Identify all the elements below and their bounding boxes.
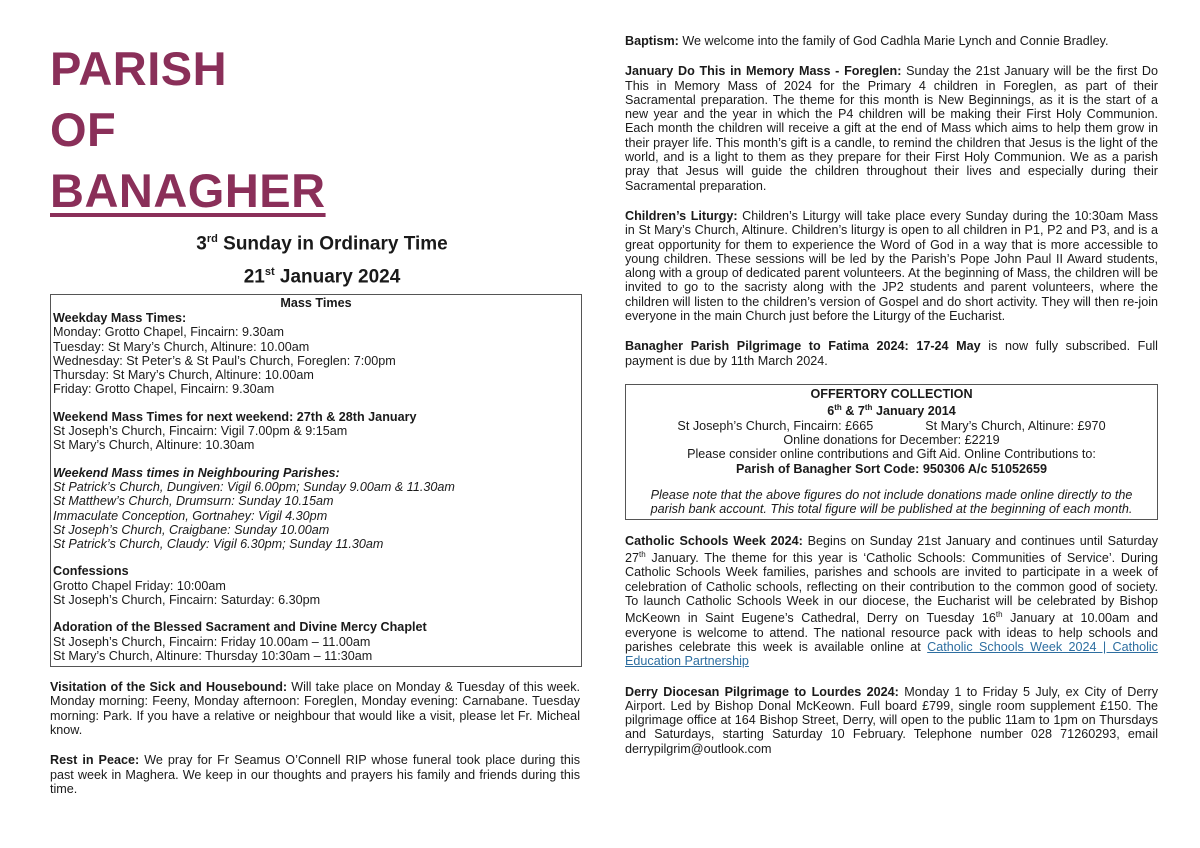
childrens-liturgy-notice	[625, 209, 1158, 323]
neighbour-line: St Patrick’s Church, Dungiven: Vigil 6.00pm; Sunday 9.00am & 11.30am	[53, 479, 455, 494]
sunday-suffix: rd	[206, 233, 218, 245]
offertory-title: OFFERTORY COLLECTION	[810, 386, 973, 401]
weekday-line: Wednesday: St Peter’s & St Paul’s Church, Foreglen: 7:00pm	[53, 353, 396, 368]
offertory-note: Please note that the above figures do not include donations made online directly to the parish bank account. This total figure will be published at the beginning of each month.	[650, 487, 1133, 517]
catholic-schools-body-1: Begins on Sunday 21st January and continues until Saturday 27	[625, 533, 1158, 565]
offertory-sort-code: Parish of Banagher Sort Code: 950306 A/c 51052659	[735, 461, 1048, 476]
do-this-in-memory-notice	[625, 64, 1158, 193]
offertory-altinure: St Mary’s Church, Altinure: £970	[925, 418, 1106, 433]
lourdes-notice	[625, 685, 1158, 756]
offertory-box	[625, 384, 1158, 520]
date-number: 21	[243, 266, 265, 288]
offertory-fincairn: St Joseph’s Church, Fincairn: £665	[677, 418, 874, 433]
neighbour-heading: Weekend Mass times in Neighbouring Parishes:	[53, 465, 340, 480]
confessions-line: Grotto Chapel Friday: 10:00am	[53, 578, 226, 593]
sunday-number: 3	[196, 233, 207, 255]
catholic-schools-body-3: January at 10.00am and everyone is welcome to attend. The national resource pack with ideas to help schools and parishes celebrate this week is available online at	[625, 611, 1159, 654]
left-column	[50, 38, 580, 812]
fatima-notice	[625, 339, 1158, 368]
visitation-notice	[50, 680, 580, 737]
rip-heading: Rest in Peace:	[50, 753, 140, 768]
sunday-text: Sunday in Ordinary Time	[217, 233, 448, 255]
visitation-body: Will take place on Monday & Tuesday of this week. Monday morning: Feeny, Monday afternoon: Foreglen, Monday evening: Carnabane. Tuesday morning: Park. If you have a relative or neighbour that would like a visit, please let Fr. Micheal know.	[50, 680, 580, 738]
weekday-line: Tuesday: St Mary’s Church, Altinure: 10.00am	[53, 339, 310, 354]
lourdes-heading: Derry Diocesan Pilgrimage to Lourdes 2024:	[625, 684, 899, 699]
offertory-date-mid: & 7	[841, 404, 865, 419]
weekend-section	[53, 410, 579, 453]
weekday-heading: Weekday Mass Times:	[53, 310, 187, 325]
date-text: January 2024	[274, 266, 401, 288]
catholic-schools-body-2: January. The theme for this year is ‘Catholic Schools: Communities of Service’. During Catholic Schools Week families, parishes and schools are invited to participate in a week of celebration of Catholic schools, reflecting on their contribution to the common good of society. To launch Catholic Schools Week in our diocese, the Eucharist will be celebrated by Bishop McKeown in Saint Eugene’s Cathedral, Derry on Tuesday 16	[625, 550, 1158, 626]
title-line-parish: PARISH	[50, 42, 228, 95]
visitation-heading: Visitation of the Sick and Housebound:	[50, 680, 288, 695]
catholic-schools-notice	[625, 534, 1158, 669]
do-this-in-memory-heading: January Do This in Memory Mass - Foreglen:	[625, 64, 902, 79]
baptism-body: We welcome into the family of God Cadhla Marie Lynch and Connie Bradley.	[678, 34, 1109, 48]
weekend-heading: Weekend Mass Times for next weekend: 27th & 28th January	[53, 409, 417, 424]
right-column	[625, 34, 1158, 772]
catholic-schools-sup-2: th	[995, 610, 1003, 620]
neighbour-section	[53, 466, 579, 552]
weekend-line: St Joseph’s Church, Fincairn: Vigil 7.00pm & 9:15am	[53, 424, 348, 439]
mass-times-title: Mass Times	[280, 295, 352, 310]
adoration-line: St Joseph’s Church, Fincairn: Friday 10.00am – 11.00am	[53, 634, 371, 649]
confessions-section	[53, 564, 579, 607]
offertory-date-b-suffix: th	[864, 403, 873, 413]
sunday-heading	[50, 225, 580, 292]
date-suffix: st	[264, 266, 275, 279]
confessions-line: St Joseph’s Church, Fincairn: Saturday: 6.30pm	[53, 593, 321, 607]
weekday-section	[53, 311, 579, 397]
confessions-heading: Confessions	[53, 564, 129, 579]
do-this-in-memory-body: Sunday the 21st January will be the first Do This in Memory Mass of 2024 for the Primary 4 children in Foreglen, as part of their Sacramental preparation. The theme for this month is New Beginnings, as it is the start of a new year and the year in which the P4 children will be making their First Holy Communion. Each month the children will receive a gift at the end of Mass which aims to help them grow in their prayer life. This month’s gift is a candle, to remind the children that Jesus is the light of the world, and is a light to them as they prepare for their First Holy Communion. We as a parish pray that Jesus will guide the children throughout their lives and especially during their Sacramental preparation.	[625, 64, 1158, 193]
baptism-notice	[625, 34, 1158, 48]
lourdes-body: Monday 1 to Friday 5 July, ex City of Derry Airport. Led by Bishop Donal McKeown. Full board £799, single room supplement £150. The pilgrimage office at 164 Bishop Street, Derry, will open to the public 11am to 1pm on Thursdays and Saturdays, starting Saturday 10 February. Telephone number 028 71260293, email derrypilgrim@outlook.com	[625, 684, 1159, 756]
offertory-date-a-suffix: th	[834, 403, 842, 413]
weekday-line: Thursday: St Mary’s Church, Altinure: 10.00am	[53, 368, 314, 383]
adoration-heading: Adoration of the Blessed Sacrament and Divine Mercy Chaplet	[53, 620, 427, 635]
weekend-line: St Mary’s Church, Altinure: 10.30am	[53, 438, 255, 453]
baptism-heading: Baptism:	[625, 34, 679, 48]
fatima-heading: Banagher Parish Pilgrimage to Fatima 2024: 17-24 May	[625, 339, 981, 354]
adoration-line: St Mary’s Church, Altinure: Thursday 10:30am – 11:30am	[53, 648, 373, 663]
catholic-schools-link[interactable]: Catholic Schools Week 2024 | Catholic Education Partnership	[625, 639, 1158, 669]
offertory-date-rest: January 2014	[872, 404, 956, 419]
catholic-schools-sup-1: th	[639, 549, 646, 559]
adoration-section	[53, 620, 579, 663]
weekday-line: Friday: Grotto Chapel, Fincairn: 9.30am	[53, 382, 275, 397]
weekday-line: Monday: Grotto Chapel, Fincairn: 9.30am	[53, 325, 284, 340]
neighbour-line: Immaculate Conception, Gortnahey: Vigil 4.30pm	[53, 508, 328, 523]
mass-times-box	[50, 294, 582, 668]
neighbour-line: St Joseph’s Church, Craigbane: Sunday 10.00am	[53, 522, 330, 537]
parish-title	[50, 38, 580, 221]
offertory-date-a: 6	[827, 404, 835, 419]
title-line-of: OF	[50, 103, 117, 156]
title-line-banagher: BANAGHER	[50, 164, 326, 217]
offertory-online: Online donations for December: £2219	[783, 433, 1000, 448]
neighbour-line: St Matthew’s Church, Drumsurn: Sunday 10.15am	[53, 494, 334, 509]
offertory-churches	[626, 419, 1157, 433]
childrens-liturgy-body: Children’s Liturgy will take place every Sunday during the 10:30am Mass in St Mary’s Church, Altinure. Children’s liturgy is open to all children in P1, P2 and P3, and is a great opportunity for them to experience the Word of God in a way that is more accessible to young children. These sessions will be led by the Parish’s Pope John Paul II Award students, along with a group of dedicated parent volunteers. At the beginning of Mass, the children will be invited to go to the sacristy along with the JP2 students and parent volunteers, where the children will listen to the children’s version of Gospel and do short activity. They will then re-join everyone in the main Church just before the Liturgy of the Eucharist.	[625, 208, 1158, 324]
childrens-liturgy-heading: Children’s Liturgy:	[625, 208, 738, 223]
fatima-body: is now fully subscribed. Full payment is due by 11th March 2024.	[625, 339, 1158, 368]
offertory-date	[626, 401, 1157, 418]
catholic-schools-heading: Catholic Schools Week 2024:	[625, 533, 803, 548]
neighbour-line: St Patrick’s Church, Claudy: Vigil 6.30pm; Sunday 11.30am	[53, 537, 384, 552]
rip-notice	[50, 753, 580, 796]
offertory-consider: Please consider online contributions and Gift Aid. Online Contributions to:	[687, 447, 1096, 462]
rip-body: We pray for Fr Seamus O’Connell RIP whose funeral took place during this past week in Maghera. We keep in our thoughts and prayers his family and friends during this time.	[50, 753, 580, 796]
